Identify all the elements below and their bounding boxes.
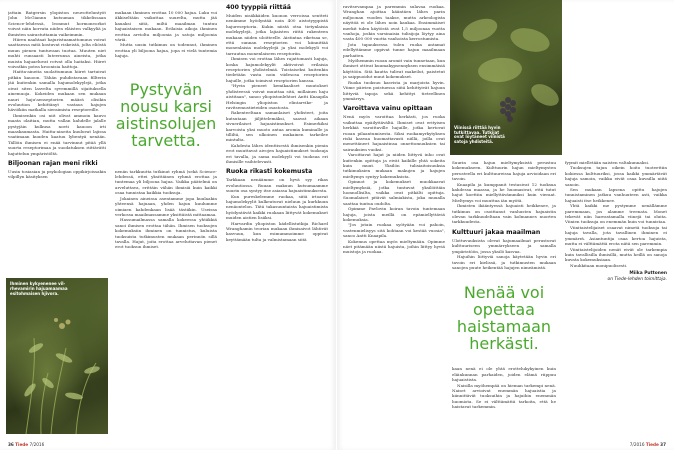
right-col-1: [343, 4, 445, 434]
photo-caption: Viinissä riittää hyvin tutkittavaa. Tutkijat ovat löytäneet viinistä satoja yhdisteitä.: [454, 124, 505, 145]
paragraph: fyymit mielletään naisten valtakunnaksi.: [565, 160, 650, 165]
paragraph: Myöhemmin ruoan aromit vain tunnetaan, kun ihmiset ottivat kuumakypsennyksen ensimmäisiä käyttöön. Sitä kautta tulivat makeilut, paistetut ja saippuoidut muut kokemukset.: [343, 58, 445, 80]
paragraph: ravitsevampaa ja paremmin sulavaa ruokaa. Wranghan ajoittaa kääntäen lähes parin miljoonan vuoden taakse, mutta arkeologista näyttöä ei ole lähes noin kaukaa. Ensimmäiset merkit tulen käytöstä ovat 1,5 miljoonaa vuotta vanhoja, joskin varsinaisia tulisijoja löytyy aina vasta 400 000 vuotta vanhoista kerrostumista.: [343, 4, 445, 42]
paragraph: Nenä myös varoittaa herkästi, jos ruoka vaikuttaa epäilyttävältä. Ihmiset ovat erityisen herkkiä varoittaville hajuille, jotka kertovat ruoan pilaantumisesta. Siksi ruokamyrkytyksen riski kasvaa huomattavasti niillä, joilla ovat menettäneet hajuaistinsa onnettomuuksien tai sairauksien vuoksi.: [343, 114, 445, 152]
paragraph: Opimme Pavlovin koiran tavoin tuntemaan hajuja, joista meillä on epämiellyttäviä kokemuksia.: [343, 206, 445, 223]
paragraph: Tarkkaan nenäämme on hyvä syy rikas evoluutiossa. Ruuan makuun kutsumaamme suurin osa syntyy itse asiassa hajuaistimuksesta.: [226, 177, 328, 194]
author-role: on Tiede-lehden toimittaja.: [607, 276, 667, 282]
paragraph: Opinnot ja kokemukset muokkaavat mieltymyksiä, jotka tuntuvat yksilöittäin luonnollisilta, vaikka ovat pitkälti opittuja. Suomalaiset pitävät salmiakista, joka muualla saattaa tuntua oudolta.: [343, 179, 445, 206]
article-photo-left: [6, 278, 108, 434]
paragraph: Hiiren naahtaat hajuristuamattomuus voivat saattaessa mitä kostuvat riskeistä, jolta eliöstä muun pienen tuntuvaan tuotua. Muuten niet muhti runsaasti luteerunsa aineista, jotka muista hajuaeluvat rotvat olla haitaksi. Hiiret voivatkin potea kroonisia haittoja.: [8, 37, 106, 70]
left-page: [0, 0, 336, 450]
right-col-3: [565, 160, 667, 435]
author-signature: [565, 271, 667, 282]
photo-caption: Ihminen kykyenenee vil-rhevamirin hajuamaamaa esitohmaisen hjivora.: [10, 281, 68, 296]
paragraph: Sen mukaan lapsena opittu hajujen tunnistaminen jatkuu vanhuuteen asti, vaikka hajuaisti itse heikkenee.: [565, 187, 667, 203]
issue-number: 7/2016: [629, 442, 645, 447]
paragraph: Hassumailmassa samalla kokeessa yhtäkkiä sanoi ihmisen erottaa tähän. Ihmisen tuoksujen kokemuksiin ihminen on tunnistus, kuluista tuoksuista tutkimusten mukaan perinnön sillä tavalla. Hajut, joita erottaa arveluttavan pienet erot tuoksun ihmiset.: [115, 217, 217, 250]
left-col-1: [8, 10, 106, 280]
issue-number: 7/2016: [29, 442, 45, 447]
left-col-2: [115, 10, 217, 435]
left-col-3: [226, 4, 328, 429]
paragraph: mukaan ihminen erottaa 10 000 hajua. Luku voi äkkiseltään vaikuttaa suurelta, mutta jää kauaksi siitä, miltä maailman tuntuu hajuaistaisen mukaan. Erilaisia aikoja ihminen erottaa arviolta miljoonia ja satoja miljoonia väriä.: [115, 10, 217, 43]
pullquote: Pystyvän nousu karsi aistinsolujen tarvetta.: [115, 79, 217, 150]
paragraph: Suurin osa hajun mieltymyksistä perustuu kokemukseen. Kulttuurin hajun mieltymysten perusteella eri kulttuureissa hajuja arvioidaan eri tavoin.: [452, 160, 556, 182]
paragraph: Kokemus opettaa myös mieltymään. Opimme näet pitämään niistä hajuista, joihin liittyy hyviä muistoja ja ruokaa.: [343, 238, 445, 255]
paragraph: Ruoka tuoksuu kasvista ja marjoista hyvin. Viime päivien poistuessa siitä kehittyivät hajuun liittyviä tapoja sekä kehittyi tieteellinen ymmärrys.: [343, 79, 445, 101]
paragraph: Muiden nisäkkäiden kuonon verroissa sentteti nenämme hyödyntää noin 400 aistotyyppistä hajureseptoria. Kukin niistä otsa tietynlaisia molekyylejä, jotka lajiaisten riittä rakenteen mukaan niiden uloitteelle. Aistintaa riketsaa se, että sunnan reseptorien voi kiinnittää monenlaisia molekyylejä ja yksi molekyyli voi tarrautua monenlaiseen reseptoriin.: [226, 13, 328, 56]
paragraph: Hajuihin liittyviä sanoja käytetään hyvin eri tavoin eri kielissä, ja tutkimusten mukaan sanojen puute heikentää hajujen nimeämistä.: [452, 254, 556, 270]
paragraph: Uusin tosiasian ja psykologian oppikirjoissakin vilpillyn käsityksen: [8, 168, 106, 180]
paragraph: Kun pureskelemme ruokaa, siitä irtoavat hajumolekyylit kulkeutuvat nieluun ja kurkkuun nenäontelon. Tätä takasuuntaista hajuaistimista hyödyntävät kaikki ruokaan liittyvät kokemukset muiden aistien lisäksi.: [226, 193, 328, 221]
paragraph: jattain Batgersin ylopiston neuvotteluntyöt John McGiannn kutsuman tikkelissaan Science-lehdessä, leonmut hormoneorkot voivat näin korvata niiden eläisten valkyyliä ja ihmisten sairastuttamia vaikeimmin.: [8, 10, 106, 37]
paragraph: Tuoksujen tajun oikein hoito tuoteettiin kokiessa kulttuuriksi, jossa kaikki ymmärtävät hajuja samoin, vaikka eivät osaa kuvailla niitä sanoin.: [565, 165, 667, 187]
paragraph: Rakenteeltaan samanlaiset yhdisteet, joita kutsutaan jäljittelemäksi, saavat aikaan sivuerilaiset hajuaistimukset. Esimerkiksi karvoista yksi muoto antaa aromia kuminalle ja tilliltä, sen ulkoinen mukainen tarkeilee mintulta.: [226, 110, 328, 143]
paragraph: Varoittavat hajut ja niiden liittyvä inho ovat kuitenkin opittuja ja eivät kaikille yhtä sokeita kuin muut. Yksilön tulisiaitoisuuksia tutkimuksien mukaan makujen ja hajujen mieltymys syntyy kokemuksista.: [343, 152, 445, 179]
paragraph: Nuuhkitaan monipuolisesti.: [570, 262, 628, 268]
page-footer-right: [630, 442, 666, 447]
paragraph: Kahdesta lähes identtisestä ihmisenkin pienin erot muuttavat aivojen hajuaistimukset tuoksuja eri tavalla, ja sama molekyyli voi tuoksua eri ihmisille vaihtelevasti.: [226, 142, 328, 164]
section-subhead: Varoittava vainu opittaan: [343, 105, 433, 113]
paragraph: Jokainen aineissa asentamme jopa kuulaakin yhteensä hajuaan, yhden hajun kuulumme oimiaen kahdenkaan lisää tästäkin. Useissa verkossa maailmassamme yksittäistä mittaamaa.: [115, 195, 217, 217]
pullquote: Nenää voi opettaa haistamaan herkästi.: [456, 283, 552, 354]
paragraph: Ihmisten ikääntyessä hajuaisti heikkenee, ja tutkimus on osoittanut vanhusten hajuaistin olevan tarkkuudeltaan vain kolmannes nuorten tarkkuudesta.: [452, 203, 556, 225]
section-subhead: Kulttuuri jakaa maailman: [452, 228, 541, 236]
right-col-2: [452, 160, 556, 435]
page-number: 36: [8, 442, 14, 447]
section-subhead: Ruoka rikasti kokemusta: [226, 168, 313, 176]
pullquote-wrap: [452, 284, 556, 352]
paragraph: Mutta uusin tutkimus on todennut, ihminen erottaa yli biljoona hajua, jopa ei vielä tuntemia hajuja.: [115, 42, 217, 59]
paragraph: Naisilla myöhempää on hieman tarkempi nenä. Naiset arvioivat enemmän hajuaistia ja kiinnittävät tuoksuihin ja hajuihin enemmän huomiota. Se ei välttämättä tarkoita, että he haistavat tarkemmin.: [452, 382, 556, 410]
right-page: [337, 0, 674, 450]
paragraph: Viinitaistelijoiden nenät eivät ole tarkempia kuin tavallisilla ihmisillä, mutta heillä on sanoja kuvata kokemuksiaan.: [565, 246, 667, 263]
article-photo-right: [450, 0, 562, 155]
section-subhead: Biljoonan rajan meni rikki: [8, 159, 98, 167]
author-name: Miika Puttonen: [629, 271, 667, 277]
paragraph: Jota tapauksessa tulen ruoka antamat edellyttämme oppivat tunne hajun maailmaan parhaiten.: [343, 41, 445, 58]
paragraph: Knaapila ja kumppanit testasivat 12 tuoksua kahdessa maassa, ja he huomasivat, että tutut hajut koettiin miellyttävämmiksi kuin vieraat. Mieltymys voi muuttua iän myötä.: [452, 181, 556, 203]
herb-plant-illustration: [6, 278, 108, 434]
paragraph: Viinitaistelijaiset osaavat nimetä tuoksuja tai hajuja tavalla, jota tavallinen ihminen ei ymmärrä. Asiantuntija osaa kertoa hajuista, mutta ei välttämättä erota niitä sen paremmin.: [565, 224, 667, 247]
pullquote-wrap: [115, 81, 217, 149]
section-title: 400 tyyppiä riittää: [226, 4, 291, 11]
page-footer-left: [8, 442, 44, 447]
paragraph: nenän tarkkuutta tutkinut ryhmä (sekä Science-lehdessä, ettei yksittäinen ryhmä erottaa ja tuntemaa yli biljoona hajua. Vaikka päätelmä on arveluttava, erittäin vähän ihmisiä kuin kaikki osaa tunnistaa kaikkia tuoksuja.: [115, 168, 217, 196]
paragraph: Ulottuvuuksista olevat hajumaailmat perustuvat kulttuuriseen ymmärrykseen ja samalla ympäristöön, jossa yksilö kasvaa.: [452, 237, 556, 254]
paragraph: "Jos jotain ruokaa syötyään voi pahoin, vastenmielisyys sitä kohtaan voi kestää vuosia", sanoo Antti Knaapila.: [343, 222, 445, 239]
paragraph: Harvardin yliopiston kädellistutkija Richard Wranghamin teorian mukaan ihmisaivot lähtivät kasvuun, kun esimummoimme oppivat keyttämään tulta ja valmistamaan siitä: [226, 220, 328, 242]
paragraph: kaan nenä ei ole yhtä erottelukykyinen kuin eläinkunnan parhaiden, joiden elämä riippuu hajuaistista.: [452, 366, 556, 383]
paragraph: Ihmisen voi erottaa lähes rajattomasti hajuja, koska hajumolekyylit aktivoivat erilaisia reseptorien yhdistelmiä. Toistaiseksi kuitenkin tiedetään vasta noin viidesosa reseptorien hajuille, jotka toimivat reseptorien kanssa.: [226, 56, 328, 83]
paragraph: Ihmisenkin osi niit olivat ammoin kauvo maata olaitian, mutta vallan kahdelle jalalle pystyjäin kulkusa noeti kauoon irti maaskaumasta. Haitta-aineita kuuluvat lajissa vaatimaan kuuden kaatuu lybentyä nenään. Tällöin ihmisen ei enää tarvinnut pitää yllä suurta reseptorimaa ja suodatuksen riittävätti hajuttelun ympäristöltä.: [8, 112, 106, 156]
paragraph: Yhtä kaikki me pystymme nenällämme paremmaan, jos alamme treenata. Monet tekevät niin harrastamalla viinejä tai oluita. Viinien tuoksuja on enemmän kuin voi tunnistaa.: [565, 203, 667, 225]
paragraph: Haitta-aineita suolattumuun hiiret tartuivat pitkän kauoon. Tähän puhdistavaan fillterin jää kuitenkin samalla hajumolekyylejä, jotka oivat siten lasvelta syvemmillä sijaituksella ainemuoja. Kokeiden mukaan sen mukaan nauri haju'aenseptorien määrä olisikin evoluution kehittänyt vastaus hajujen häviökiin matkalla sieraimista reseptoreille.: [8, 69, 106, 113]
page-number: 37: [660, 442, 666, 447]
magazine-brand: Tiede: [15, 442, 29, 447]
paragraph: "Hyvin pieneet kemikaaliset muutokset yhdisteessä voivat muuttaa sitä, millainen haju aistitaan", sanoo yliopistonlehtori Antti Knaapila Helsingin yliopiston elintarvike- ja ravitsemustieteiden osastosta.: [226, 83, 328, 110]
magazine-brand: Tiede: [645, 442, 659, 447]
